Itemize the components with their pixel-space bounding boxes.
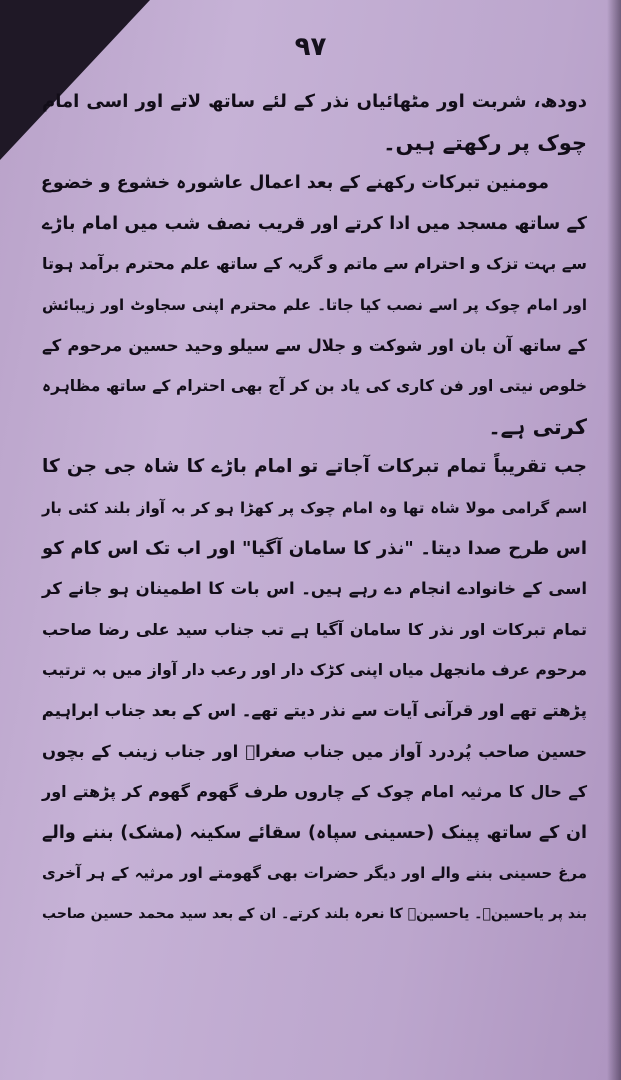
text-line: حسین صاحب پُردرد آواز میں جناب صغراؑ اور جناب زینب کے بچوں <box>42 741 587 761</box>
text-line: کے ساتھ مسجد میں ادا کرتے اور قریب نصف شب میں امام باڑے <box>42 213 587 234</box>
text-line: چوک پر رکھتے ہیں۔ <box>383 130 587 155</box>
page-number: ۹۷ <box>294 32 327 62</box>
text-line: مومنین تبرکات رکھنے کے بعد اعمال عاشورہ خشوع و خضوع <box>40 173 549 194</box>
text-line: پڑھتے تھے اور قرآنی آیات سے نذر دیتے تھے۔ اس کے بعد جناب ابراہیم <box>41 700 587 720</box>
text-line: اسم گرامی مولا شاہ تھا وہ امام چوک پر کھڑا ہو کر بہ آواز بلند کئی بار <box>42 498 587 517</box>
text-line: بند پر یاحسینؑ۔ یاحسینؑ کا نعرہ بلند کرتے۔ ان کے بعد سید محمد حسین صاحب <box>42 905 587 922</box>
text-line: خلوص نیتی اور فن کاری کی یاد بن کر آج بھی احترام کے ساتھ مظاہرہ <box>42 377 587 396</box>
text-line: اس طرح صدا دیتا۔ "نذر کا سامان آگیا" اور اب تک اس کام کو <box>42 537 587 559</box>
text-line: کے ساتھ آن بان اور شوکت و جلال سے سیلو وحید حسین مرحوم کے <box>42 335 587 355</box>
text-line: تمام تبرکات اور نذر کا سامان آگیا ہے تب جناب سید علی رضا صاحب <box>42 619 587 639</box>
text-line: جب تقریباً تمام تبرکات آجاتے تو امام باڑے کا شاہ جی جن کا <box>42 456 587 478</box>
text-line: مرغ حسینی بننے والے اور دیگر حضرات بھی گھومتے اور مرثیہ کے ہر آخری <box>42 864 587 883</box>
text-line: مرحوم عرف مانجھل میاں اپنی کڑک دار اور رعب دار آواز میں بہ ترتیب <box>42 661 587 680</box>
text-line: ان کے ساتھ پینک (حسینی سپاہ) سقائے سکینہ (مشک) بننے والے <box>42 822 587 843</box>
text-line: اور امام چوک پر اسے نصب کیا جاتا۔ علم محترم اپنی سجاوٹ اور زیبائش <box>42 295 587 314</box>
page-edge-shadow <box>607 0 621 1080</box>
text-line: اسی کے خانوادے انجام دے رہے ہیں۔ اس بات کا اطمینان ہو جانے کر <box>42 579 587 599</box>
text-line: کے حال کا مرثیہ امام چوک کے چاروں طرف گھوم گھوم کر پڑھتے اور <box>42 782 587 802</box>
text-line: کرتی ہے۔ <box>488 414 587 439</box>
text-line: دودھ، شربت اور مٹھائیاں نذر کے لئے ساتھ لاتے اور اسی امام <box>42 91 587 112</box>
text-line: سے بہت تزک و احترام سے ماتم و گریہ کے ساتھ علم محترم برآمد ہوتا <box>42 254 587 274</box>
body-text <box>42 82 587 934</box>
